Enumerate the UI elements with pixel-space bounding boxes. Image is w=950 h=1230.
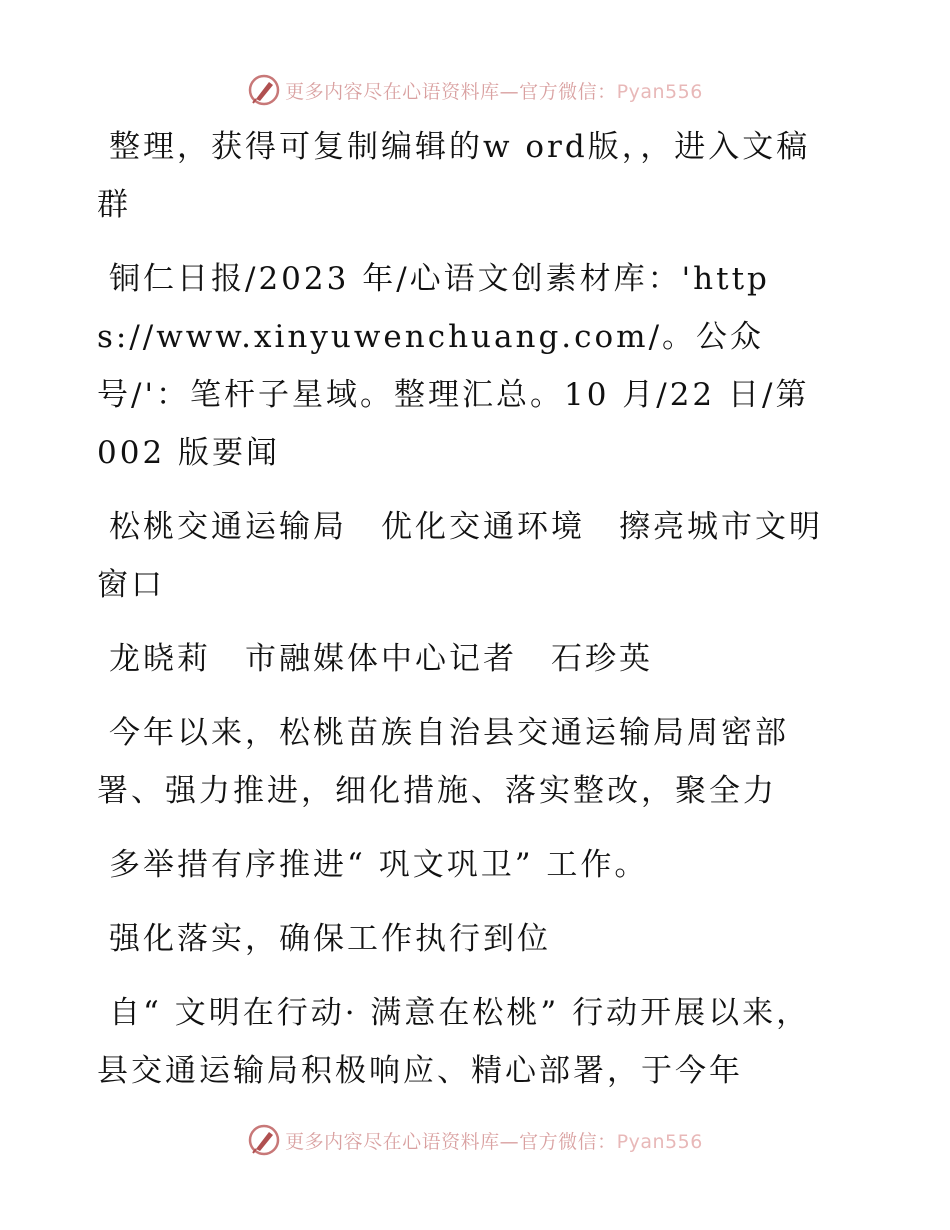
article-byline: 龙晓莉 市融媒体中心记者 石珍英 (109, 641, 653, 677)
watermark-slogan: 更多内容尽在心语资料库—官方微信： (285, 1130, 617, 1153)
section-heading: 强化落实，确保工作执行到位 (109, 921, 551, 957)
paragraph: 自“ 文明在行动· 满意在松桃” 行动开展以来，县交通运输局积极响应、精心部署，于今年 (97, 995, 811, 1089)
watermark-banner-bottom (0, 1120, 950, 1160)
watermark-handle: Pyan556 (616, 80, 703, 103)
watermark-text (285, 1127, 703, 1154)
paragraph: 铜仁日报/2023 年/心语文创素材库：'https://www.xinyuwenchuang.com/。公众号/'：笔杆子星域。整理汇总。10 月/22 日/第002 版要闻 (97, 261, 810, 471)
quill-pen-icon (247, 73, 281, 107)
watermark-text (285, 77, 703, 104)
paragraph: 今年以来，松桃苗族自治县交通运输局周密部署、强力推进，细化措施、落实整改，聚全力 (97, 715, 789, 809)
quill-pen-icon (247, 1123, 281, 1157)
article-headline: 松桃交通运输局 优化交通环境 擦亮城市文明窗口 (97, 509, 823, 603)
watermark-banner-top (0, 70, 950, 110)
watermark-handle: Pyan556 (616, 1130, 703, 1153)
watermark-slogan: 更多内容尽在心语资料库—官方微信： (285, 80, 617, 103)
paragraph: 多举措有序推进“ 巩文巩卫” 工作。 (109, 847, 649, 883)
document-body (97, 118, 827, 1116)
paragraph: 整理，获得可复制编辑的w ord版，，进入文稿群 (97, 129, 811, 223)
